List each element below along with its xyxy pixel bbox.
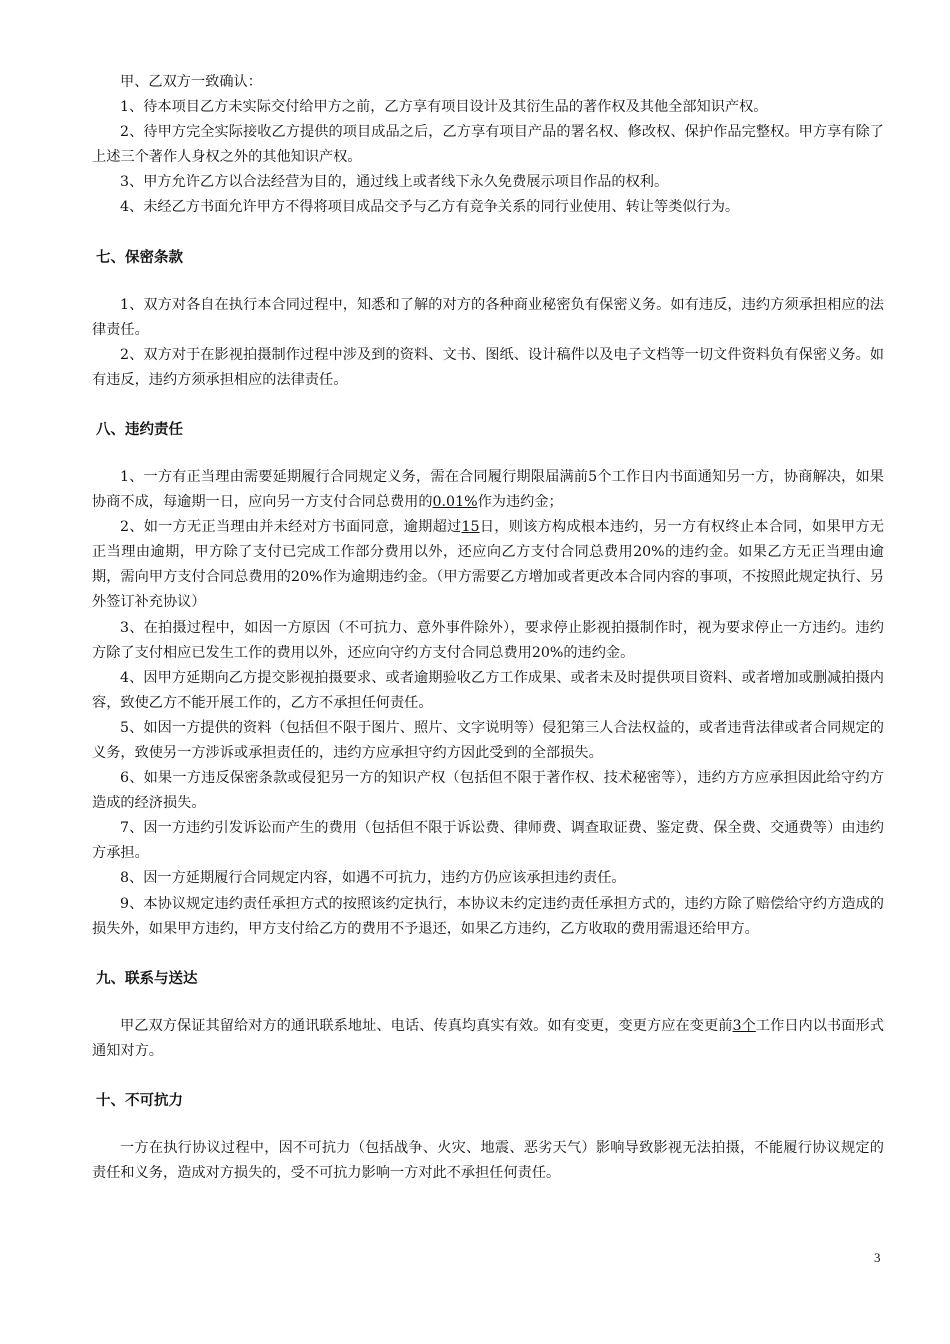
liability-clause-2-text-a: 2、如一方无正当理由并未经对方书面同意，逾期超过 — [120, 519, 462, 536]
confidentiality-clause-1: 1、双方对各自在执行本合同过程中，知悉和了解的对方的各种商业秘密负有保密义务。如有违反，违约方须承担相应的法律责任。 — [92, 296, 884, 338]
ip-intro: 甲、乙双方一致确认： — [120, 74, 262, 90]
confidentiality-clause-2: 2、双方对于在影视拍摄制作过程中涉及到的资料、文书、图纸、设计稿件以及电子文档等一切文件资料负有保密义务。如有违反，违约方须承担相应的法律责任。 — [92, 346, 884, 388]
liability-heading: 八、违约责任 — [96, 421, 183, 438]
contact-clause-text-a: 甲乙双方保证其留给对方的通讯联系地址、电话、传真均真实有效。如有变更，变更方应在变更前 — [120, 1017, 733, 1034]
ip-clause-3: 3、甲方允许乙方以合法经营为目的，通过线上或者线下永久免费展示项目作品的权利。 — [120, 174, 669, 191]
page-number: 3 — [874, 1250, 881, 1265]
liability-clause-6: 6、如果一方违反保密条款或侵犯另一方的知识产权（包括但不限于著作权、技术秘密等），违约方方应承担因此给守约方造成的经济损失。 — [92, 770, 884, 812]
contact-heading: 九、联系与送达 — [96, 970, 198, 987]
liability-clause-2 — [92, 515, 884, 615]
confidentiality-heading: 七、保密条款 — [96, 249, 183, 266]
document-page — [92, 70, 884, 1186]
liability-clause-1-text-b: 作为违约金； — [477, 494, 563, 511]
force-majeure-clause: 一方在执行协议过程中，因不可抗力（包括战争、火灾、地震、恶劣天气）影响导致影视无法拍摄，不能履行协议规定的责任和义务，造成对方损失的，受不可抗力影响一方对此不承担任何责任。 — [92, 1139, 884, 1181]
liability-clause-1-text-a: 1、一方有正当理由需要延期履行合同规定义务，需在合同履行期限届满前5个工作日内书面通知另一方，协商解决，如果协商不成，每逾期一日，应向另一方支付合同总费用的 — [92, 468, 884, 511]
liability-clause-2-text-b: 日，则该方构成根本违约，另一方有权终止本合同，如果甲方无正当理由逾期，甲方除了支付已完成工作部分费用以外，还应向乙方支付合同总费用20%的违约金。如果乙方无正当理由逾期，需向甲方支付合同总费用的20%作为逾期违约金。（甲方需要乙方增加或者更改本合同内容的事项，不按照此规定执行、另外签订补充协议） — [92, 519, 884, 611]
liability-clause-1 — [92, 465, 884, 515]
liability-clause-4: 4、因甲方延期向乙方提交影视拍摄要求、或者逾期验收乙方工作成果、或者未及时提供项目资料、或者增加或删减拍摄内容，致使乙方不能开展工作的，乙方不承担任何责任。 — [92, 669, 884, 711]
contact-clause-text-b: 工作日内以书面形式通知对方。 — [92, 1017, 884, 1059]
liability-clause-9: 9、本协议规定违约责任承担方式的按照该约定执行，本协议未约定违约责任承担方式的，违约方除了赔偿给守约方造成的损失外，如果甲方违约，甲方支付给乙方的费用不予退还，如果乙方违约，乙方收取的费用需退还给甲方。 — [92, 895, 884, 937]
ip-clause-2: 2、待甲方完全实际接收乙方提供的项目成品之后，乙方享有项目产品的署名权、修改权、保护作品完整权。甲方享有除了上述三个著作人身权之外的其他知识产权。 — [92, 124, 884, 166]
liability-clause-5: 5、如因一方提供的资料（包括但不限于图片、照片、文字说明等）侵犯第三人合法权益的，或者违背法律或者合同规定的义务，致使另一方涉诉或承担责任的，违约方应承担守约方因此受到的全部损失。 — [92, 719, 884, 761]
ip-clause-4: 4、未经乙方书面允许甲方不得将项目成品交予与乙方有竞争关系的同行业使用、转让等类似行为。 — [120, 199, 740, 216]
liability-clause-7: 7、因一方违约引发诉讼而产生的费用（包括但不限于诉讼费、律师费、调查取证费、鉴定费、保全费、交通费等）由违约方承担。 — [92, 820, 884, 862]
force-majeure-heading: 十、不可抗力 — [96, 1092, 183, 1109]
liability-clause-8: 8、因一方延期履行合同规定内容，如遇不可抗力，违约方仍应该承担违约责任。 — [120, 870, 626, 887]
contact-clause — [92, 1014, 884, 1064]
penalty-rate-value: 0.01% — [432, 494, 478, 511]
ip-clause-1: 1、待本项目乙方未实际交付给甲方之前，乙方享有项目设计及其衍生品的著作权及其他全部知识产权。 — [120, 99, 768, 116]
overdue-days-value: 15 — [461, 519, 480, 536]
liability-clause-3: 3、在拍摄过程中，如因一方原因（不可抗力、意外事件除外），要求停止影视拍摄制作时，视为要求停止一方违约。违约方除了支付相应已发生工作的费用以外，还应向守约方支付合同总费用20%的违约金。 — [92, 619, 884, 661]
notice-days-value: 3个 — [732, 1017, 756, 1034]
